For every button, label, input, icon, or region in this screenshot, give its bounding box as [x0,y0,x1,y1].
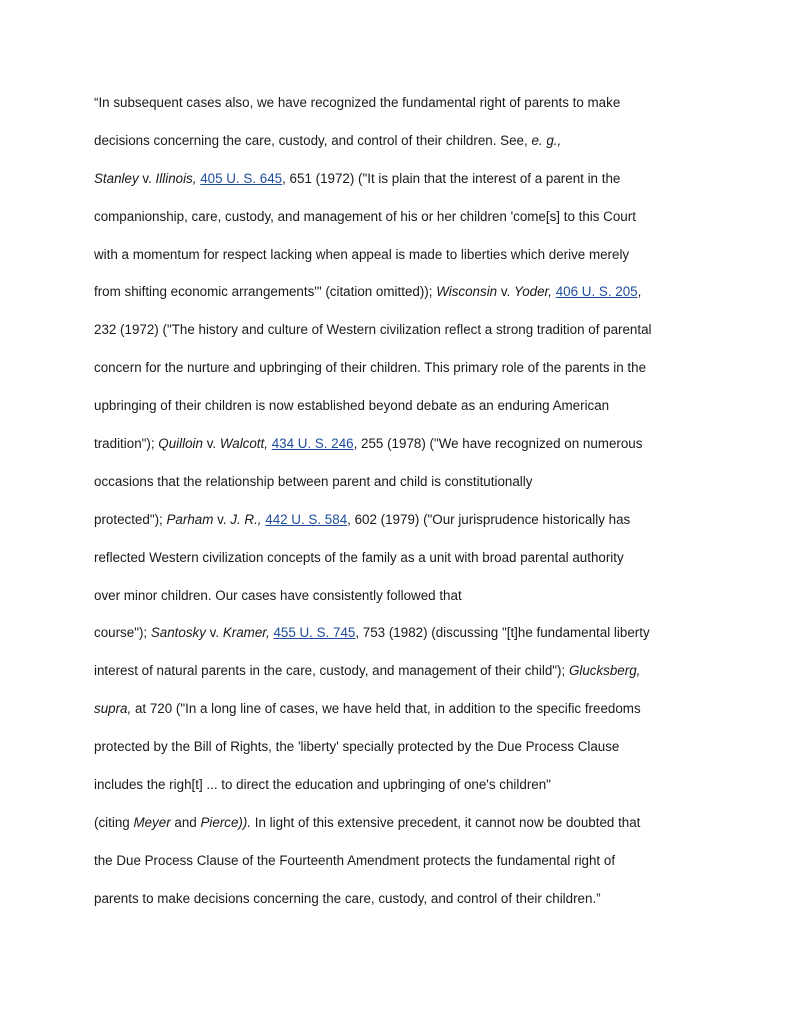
quoted-paragraph [94,92,714,926]
text-line [94,774,714,812]
text-line [94,395,714,433]
text-line [94,736,714,774]
text-line [94,660,714,698]
text-segment: concern for the nurture and upbringing of their children. This primary role of the parents in the [94,360,647,376]
text-segment: , 651 (1972) ("It is plain that the interest of a parent in the [282,170,621,186]
italic-text: Kramer, [222,625,270,641]
text-line [94,509,714,547]
text-segment: 232 (1972) ("The history and culture of Western civilization reflect a strong tradition of parental [94,322,652,338]
case-citation-link[interactable]: 406 U. S. 205 [555,284,638,300]
text-segment: v. [497,284,514,300]
text-segment: , 255 (1978) ("We have recognized on numerous [353,436,643,452]
text-segment: upbringing of their children is now established beyond debate as an enduring American [94,398,610,414]
text-line [94,168,714,206]
text-segment: v. [202,436,220,452]
italic-text: Walcott, [219,436,268,452]
italic-text: Glucksberg, [568,663,641,679]
text-segment: course"); [94,625,151,641]
text-segment: decisions concerning the care, custody, and control of their children. See, [94,132,532,148]
text-line [94,812,714,850]
text-segment: includes the righ[t] ... to direct the education and upbringing of one's children" [94,777,551,793]
italic-text: Parham [166,511,214,527]
italic-text: Santosky [150,625,206,641]
text-segment: with a momentum for respect lacking when appeal is made to liberties which derive merely [94,246,630,262]
text-segment: tradition"); [94,436,159,452]
text-line [94,357,714,395]
text-line [94,130,714,168]
text-line [94,244,714,282]
text-segment: occasions that the relationship between parent and child is constitutionally [94,473,533,489]
italic-text: Wisconsin [436,284,498,300]
text-line [94,850,714,888]
text-line [94,547,714,585]
text-line [94,698,714,736]
italic-text: J. R., [230,511,262,527]
text-segment: from shifting economic arrangements'" (citation omitted)); [94,284,437,300]
case-citation-link[interactable]: 442 U. S. 584 [265,511,348,527]
text-segment: the Due Process Clause of the Fourteenth Amendment protects the fundamental right of [94,852,616,868]
text-line [94,281,714,319]
text-segment: protected"); [94,511,167,527]
italic-text: Pierce)). [200,814,252,830]
text-segment: companionship, care, custody, and management of his or her children 'come[s] to this Court [94,208,636,224]
text-segment: , 602 (1979) ("Our jurisprudence historically has [347,511,631,527]
text-segment: and [170,814,201,830]
text-segment: , 753 (1982) (discussing "[t]he fundamental liberty [355,625,650,641]
text-segment: “In subsequent cases also, we have recognized the fundamental right of parents to make [94,95,621,110]
text-segment: reflected Western civilization concepts of the family as a unit with broad parental authority [94,549,624,565]
text-segment: (citing [94,814,134,830]
text-line [94,92,714,130]
text-segment: v. [213,511,231,527]
text-line [94,622,714,660]
case-citation-link[interactable]: 434 U. S. 246 [271,436,354,452]
text-segment: parents to make decisions concerning the care, custody, and control of their children.” [94,890,601,906]
italic-text: Illinois, [155,170,197,186]
text-segment: v. [138,170,156,186]
text-segment: interest of natural parents in the care, custody, and management of their child"); [94,663,569,679]
text-line [94,433,714,471]
text-line [94,471,714,509]
case-citation-link[interactable]: 455 U. S. 745 [273,625,356,641]
text-line [94,319,714,357]
text-segment: at 720 ("In a long line of cases, we have held that, in addition to the specific freedoms [131,701,641,717]
case-citation-link[interactable]: 405 U. S. 645 [200,170,283,186]
text-line [94,206,714,244]
text-segment: , [637,284,642,300]
italic-text: Quilloin [158,436,203,452]
text-segment: protected by the Bill of Rights, the 'liberty' specially protected by the Due Process Clause [94,739,620,755]
text-segment: over minor children. Our cases have consistently followed that [94,587,462,603]
text-line [94,585,714,623]
text-line [94,888,714,926]
italic-text: e. g., [531,132,562,148]
italic-text: Meyer [133,814,171,830]
italic-text: Stanley [94,170,139,186]
italic-text: supra, [94,701,132,717]
italic-text: Yoder, [514,284,552,300]
text-segment: v. [205,625,223,641]
text-segment: In light of this extensive precedent, it cannot now be doubted that [251,814,641,830]
